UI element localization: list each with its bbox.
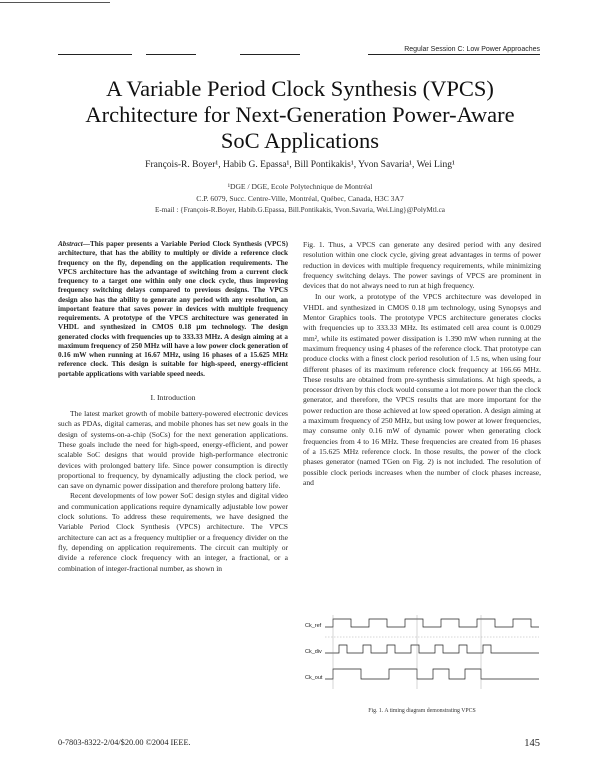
timing-diagram-figure (303, 611, 541, 695)
abstract: Abstract—This paper presents a Variable Period Clock Synthesis (VPCS) architecture, that has the ability to multiply or divide a reference clock frequency on the fly, depending on the application requirements. The VPCS architecture has the advantage of switching from a current clock frequency to a target one within only one clock cycle, thus improving frequency switching delays compared to previous designs. The VPCS design also has the ability to generate any period with any resolution, an important feature that saves power in devices with multiple frequency requirements. A prototype of the VPCS architecture was generated in VHDL and synthesized in CMOS 0.18 μm technology. The design generated clocks with frequencies up to 333.33 MHz. A design aiming at a maximum frequency of 250 MHz will have a low power clock generation of 0.16 mW when running at 16.67 MHz, using 16 phases of a 15.625 MHz reference clock. This design is suitable for high-speed, energy-efficient portable applications with variable speed needs. (58, 240, 288, 378)
signal-label-ck-out: Ck_out (305, 675, 323, 681)
paper-title (40, 76, 560, 154)
figure-caption: Fig. 1. A timing diagram demonstrating VPCS (368, 708, 476, 714)
abstract-label: Abstract (58, 240, 83, 248)
affiliation-address: C.P. 6079, Succ. Centre-Ville, Montréal, Québec, Canada, H3C 3A7 (196, 194, 404, 203)
intro-paragraph-1: The latest market growth of mobile battery-powered electronic devices such as PDAs, digital cameras, and mobile phones has set new goals in the design of systems-on-a-chip (SoCs) for the next generation applications. These goals include the need for high-speed, energy-efficient, and power scalable SoC designs that would provide high-performance electronic devices with prolonged battery life. Since power consumption is directly proportional to frequency, by dynamically adjusting the clock period, we can save on dynamic power dissipation and therefore prolong battery life. (58, 409, 288, 491)
header-rule-right (368, 54, 540, 55)
header-rule-mid2 (240, 54, 300, 55)
signal-label-ck-div: Ck_div (305, 649, 322, 655)
title-line-2: Architecture for Next-Generation Power-Aware (85, 102, 515, 127)
abstract-text: This paper presents a Variable Period Clock Synthesis (VPCS) architecture, that has the ability to multiply or divide a reference clock frequency on the fly, depending on the application requirements. The VPCS architecture has the advantage of switching from a current clock frequency to a target one within only one clock cycle, thus improving frequency switching delays compared to previous designs. The VPCS design also has the ability to generate any period with any resolution, an important feature that saves power in devices with multiple frequency requirements. A prototype of the VPCS architecture was generated in VHDL and synthesized in CMOS 0.18 μm technology. The design generated clocks with frequencies up to 333.33 MHz. A design aiming at a maximum frequency of 250 MHz will have a low power clock generation of 0.16 mW when running at 16.67 MHz, using 16 phases of a 15.625 MHz reference clock. This design is suitable for high-speed, energy-efficient portable applications with variable speed needs. (58, 240, 288, 378)
header-rule-mid (146, 54, 196, 55)
right-paragraph-2: In our work, a prototype of the VPCS architecture was developed in VHDL and synthesized in CMOS 0.18 μm technology, using Synopsys and Mentor Graphics tools. The prototype VPCS architecture generates clocks with frequencies up to 333.33 MHz. Its estimated cell area count is 0.0029 mm², while its estimated power dissipation is 1.390 mW when running at the maximum frequency using 4 phases of the reference clock. That prototype can produce clocks with a finest clock period resolution of 1.5 ns, when using four different phases of its maximum reference clock frequency at 166.66 MHz. These results are obtained from pre-synthesis simulations. At high speeds, a processor driven by this clock would consume a lot more power than the clock generator, and therefore, the VPCS results that are more important for the power reduction are those achieved at low speed operation. A design aiming at a maximum frequency of 250 MHz, but using low power at lower frequencies, may consume only 0.16 mW of dynamic power when generating clock frequencies from 4 to 16 MHz. These frequencies are created from 16 phases of a 15.625 MHz reference clock. In those results, the power of the clock phases generator (named TGen on Fig. 2) is not included. The resolution of possible clock periods increases when the number of clock phases increase, and (303, 292, 541, 487)
header-rule-left (58, 54, 132, 55)
intro-paragraph-2: Recent developments of low power SoC design styles and digital video and communication applications require dynamically adjustable low power clock solutions. To address these requirements, we have designed the Variable Period Clock Synthesis (VPCS) architecture. The VPCS architecture can act as a frequency multiplier or a frequency divider on the fly, depending on application requirements. The circuit can multiply or divide a reference clock frequency with an integer, a fractional, or a combination of integer-fractional number, as shown in (58, 491, 288, 573)
right-paragraph-1: Fig. 1. Thus, a VPCS can generate any desired period with any desired resolution within one clock cycle, giving great advantages in terms of power reduction in devices with multiple frequency requirements, while minimizing frequency switching delays. The power savings of VPCS are prominent in devices that do not always need to run at high frequency. (303, 240, 541, 291)
signal-ck-out-wave (325, 669, 539, 679)
left-column (58, 240, 288, 574)
title-line-3: SoC Applications (220, 128, 380, 153)
right-column (303, 240, 541, 488)
signal-ck-ref-wave (325, 619, 539, 627)
copyright-notice: 0-7803-8322-2/04/$20.00 ©2004 IEEE. (58, 738, 191, 747)
page-number: 145 (524, 738, 540, 749)
affiliation-dept: ¹DGE / DGE, Ecole Polytechnique de Montréal (227, 182, 373, 191)
signal-ck-div-wave (325, 645, 539, 653)
author-list: François-R. Boyer¹, Habib G. Epassa¹, Bill Pontikakis¹, Yvon Savaria¹, Wei Ling¹ (145, 160, 455, 170)
corner-mark (0, 2, 110, 3)
author-emails: E-mail : {François-R.Boyer, Habib.G.Epassa, Bill.Pontikakis, Yvon.Savaria, Wei.Ling}@PolyMtl.ca (154, 206, 445, 214)
section-heading-introduction: I. Introduction (150, 392, 196, 402)
signal-label-ck-ref: Ck_ref (305, 623, 322, 629)
title-line-1: A Variable Period Clock Synthesis (VPCS) (106, 76, 494, 101)
running-head: Regular Session C: Low Power Approaches (404, 46, 540, 53)
